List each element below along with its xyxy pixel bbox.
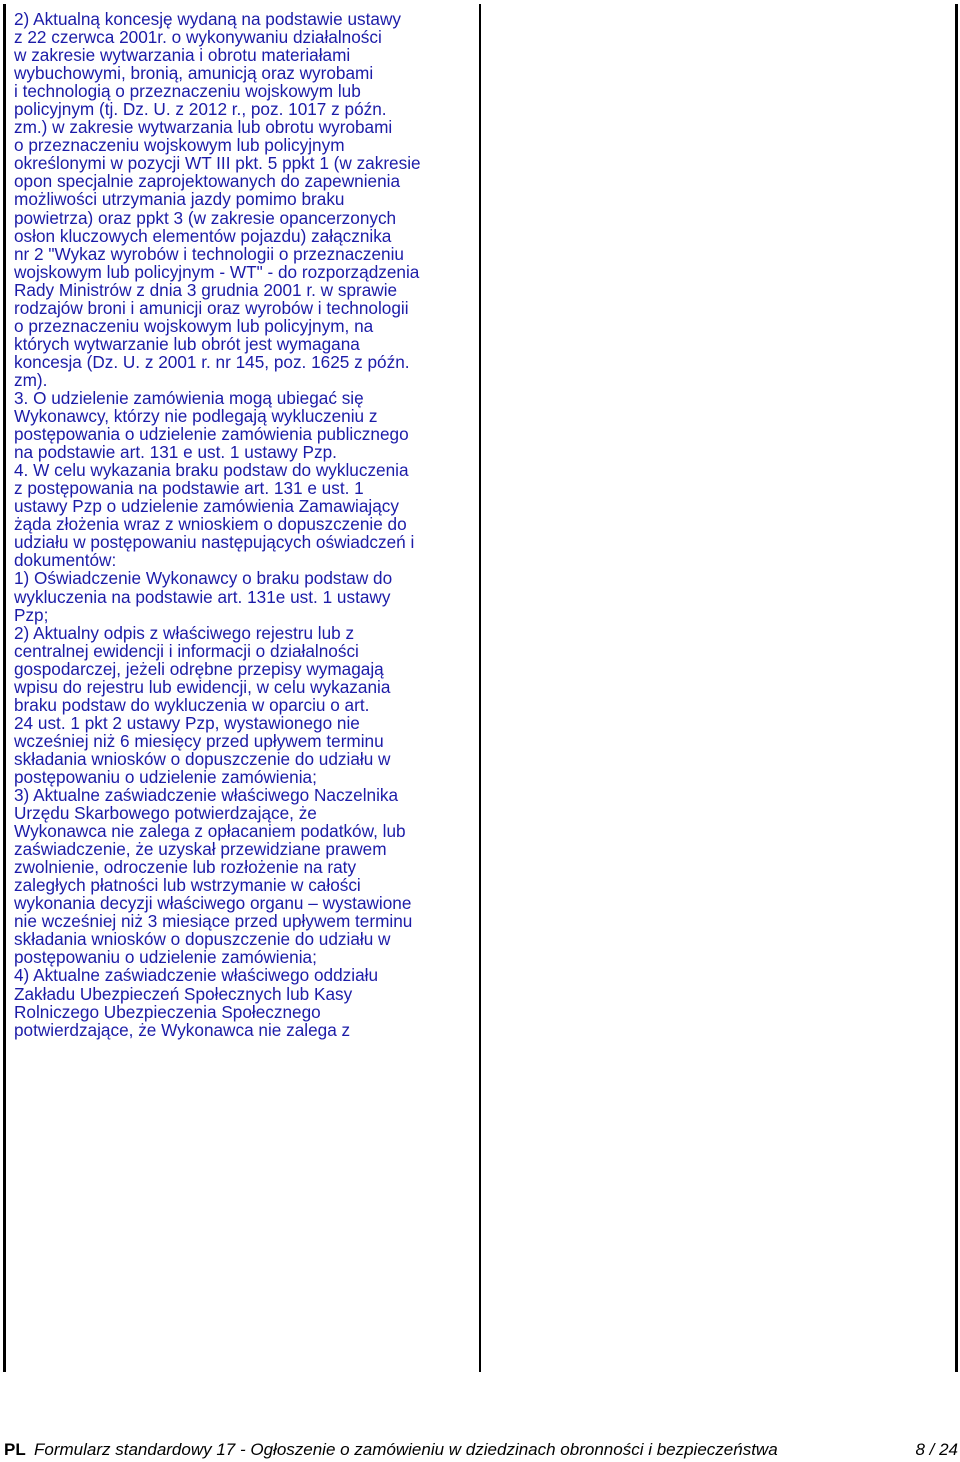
text-line: wykluczenia na podstawie art. 131e ust. 1 ustawy	[14, 586, 391, 607]
text-line: policyjnym (tj. Dz. U. z 2012 r., poz. 1017 z późn.	[14, 99, 387, 120]
content-column	[14, 10, 476, 1039]
text-line: Pzp;	[14, 604, 49, 625]
left-border-rule	[3, 4, 6, 1372]
text-line: postępowaniu o udzielenie zamówienia;	[14, 947, 317, 968]
text-line: opon specjalnie zaprojektowanych do zapewnienia	[14, 171, 401, 192]
text-line: 4. W celu wykazania braku podstaw do wykluczenia	[14, 460, 409, 481]
text-line: wpisu do rejestru lub ewidencji, w celu wykazania	[14, 676, 391, 697]
text-line: koncesja (Dz. U. z 2001 r. nr 145, poz. 1625 z późn.	[14, 351, 410, 372]
text-line: wykonania decyzji właściwego organu – wystawione	[14, 893, 412, 914]
footer-page-number: 8 / 24	[915, 1440, 958, 1459]
text-line: z postępowania na podstawie art. 131 e ust. 1	[14, 478, 364, 499]
text-line: powietrza) oraz ppkt 3 (w zakresie opancerzonych	[14, 207, 397, 228]
text-line: o przeznaczeniu wojskowym lub policyjnym, na	[14, 315, 374, 336]
text-line: rodzajów broni i amunicji oraz wyrobów i technologii	[14, 297, 409, 318]
text-line: 2) Aktualną koncesję wydaną na podstawie ustawy	[14, 9, 401, 29]
text-line: wybuchowymi, bronią, amunicją oraz wyrobami	[14, 63, 374, 84]
right-border-rule	[955, 4, 958, 1372]
text-line: 24 ust. 1 pkt 2 ustawy Pzp, wystawionego nie	[14, 712, 360, 733]
text-line: postępowania o udzielenie zamówienia publicznego	[14, 424, 409, 445]
text-line: w zakresie wytwarzania i obrotu materiałami	[14, 45, 351, 66]
text-line: dokumentów:	[14, 550, 117, 571]
text-line: o przeznaczeniu wojskowym lub policyjnym	[14, 135, 345, 156]
footer-language: PL	[4, 1440, 26, 1459]
text-line: gospodarczej, jeżeli odrębne przepisy wymagają	[14, 658, 384, 679]
text-line: na podstawie art. 131 e ust. 1 ustawy Pzp.	[14, 442, 337, 463]
text-line: Wykonawca nie zalega z opłacaniem podatków, lub	[14, 821, 406, 842]
text-line: składania wniosków o dopuszczenie do udziału w	[14, 929, 391, 950]
text-line: określonymi w pozycji WT III pkt. 5 ppkt 1 (w zakresie	[14, 153, 421, 174]
text-line: potwierdzające, że Wykonawca nie zalega z	[14, 1019, 351, 1040]
page-footer	[4, 1440, 958, 1462]
text-line: 3. O udzielenie zamówienia mogą ubiegać się	[14, 387, 364, 408]
text-line: ustawy Pzp o udzielenie zamówienia Zamawiający	[14, 496, 399, 517]
text-line: składania wniosków o dopuszczenie do udziału w	[14, 748, 391, 769]
column-divider-rule	[479, 4, 481, 1372]
text-line: 4) Aktualne zaświadczenie właściwego oddziału	[14, 965, 379, 986]
text-line: Zakładu Ubezpieczeń Społecznych lub Kasy	[14, 983, 353, 1004]
text-line: których wytwarzanie lub obrót jest wymagana	[14, 333, 360, 354]
text-line: zwolnienie, odroczenie lub rozłożenie na raty	[14, 857, 357, 878]
text-line: zaświadczenie, że uzyskał przewidziane prawem	[14, 839, 387, 860]
text-line: zm.) w zakresie wytwarzania lub obrotu wyrobami	[14, 117, 393, 138]
text-line: udziału w postępowaniu następujących oświadczeń i	[14, 532, 415, 553]
footer-form-title: Formularz standardowy 17 - Ogłoszenie o zamówieniu w dziedzinach obronności i bezpieczeństwa	[34, 1440, 778, 1459]
text-line: 1) Oświadczenie Wykonawcy o braku podstaw do	[14, 568, 393, 589]
text-line: osłon kluczowych elementów pojazdu) załącznika	[14, 225, 392, 246]
text-line: wojskowym lub policyjnym - WT" - do rozporządzenia	[14, 261, 420, 282]
text-line: centralnej ewidencji i informacji o działalności	[14, 640, 359, 661]
text-line: i technologią o przeznaczeniu wojskowym lub	[14, 81, 361, 102]
text-line: braku podstaw do wykluczenia w oparciu o art.	[14, 694, 370, 715]
text-line: nie wcześniej niż 3 miesiące przed upływem terminu	[14, 911, 413, 932]
text-line: zaległych płatności lub wstrzymanie w całości	[14, 875, 361, 896]
text-line: Urzędu Skarbowego potwierdzające, że	[14, 803, 317, 824]
text-line: zm).	[14, 369, 48, 390]
text-line: z 22 czerwca 2001r. o wykonywaniu działalności	[14, 27, 382, 48]
text-line: 2) Aktualny odpis z właściwego rejestru lub z	[14, 622, 355, 643]
text-line: możliwości utrzymania jazdy pomimo braku	[14, 189, 345, 210]
text-line: nr 2 "Wykaz wyrobów i technologii o przeznaczeniu	[14, 243, 404, 264]
text-line: 3) Aktualne zaświadczenie właściwego Naczelnika	[14, 785, 399, 806]
text-line: postępowaniu o udzielenie zamówienia;	[14, 766, 317, 787]
text-line: wcześniej niż 6 miesięcy przed upływem terminu	[14, 730, 384, 751]
text-line: żąda złożenia wraz z wnioskiem o dopuszczenie do	[14, 514, 407, 535]
text-line: Rolniczego Ubezpieczenia Społecznego	[14, 1001, 321, 1022]
text-line: Rady Ministrów z dnia 3 grudnia 2001 r. w sprawie	[14, 279, 398, 300]
text-line: Wykonawcy, którzy nie podlegają wykluczeniu z	[14, 406, 378, 427]
